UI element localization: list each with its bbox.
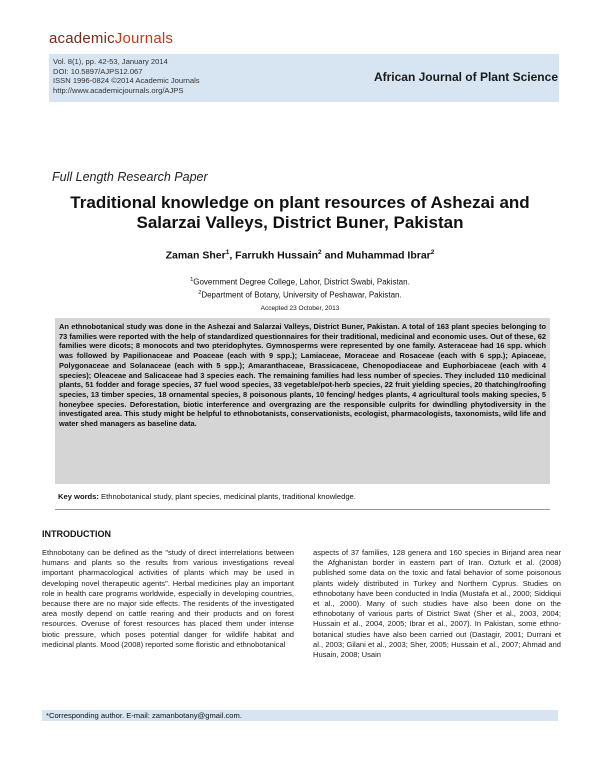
keywords-divider [55, 509, 550, 510]
abstract-text: An ethnobotanical study was done in the Ashezai and Salarzai Valleys, District Buner, Pakistan. A total of 163 plant species belonging to 73 families were reported with the help of standardized questionnaires for their traditional, medicinal and economic uses. Out of these, 62 families were dicots; 8 monocots and two pteridophytes. Gymnosperms were represented by one family. Asteraceae had 16 spp. which was followed by Papilionaceae and Poaceae (each with 9 spp.); Lamiaceae, Moraceae and Rosaceae (each with 6 spp.); Apiaceae, Polygonaceae and Solanaceae (each with 5 spp.); Amaranthaceae, Brassicaceae, Chenopodiaceae and Euphorbiaceae (each with 4 species); Oleaceae and Salicaceae had 3 species each. The remaining families had less number of species. They included 110 medicinal plants, 51 fodder and forage species, 37 fuel wood species, 33 vegetable/pot-herb species, 22 fruit yielding species, 20 thatching/roofing species, 13 timber species, 18 ornamental species, 8 poisonous plants, 10 fencing/ hedges plants, 4 agricultural tools making species, 5 honeybee species. Deforestation, biotic interference and overgrazing are the responsible culprits for dwindling phytodiversity in the investigated area. This study might be helpful to ethnobotanists, conservationists, ecologist, pharmacologists, taxonomists, wild life and water shed managers as baseline data. [59, 322, 546, 429]
meta-issn: ISSN 1996-0824 ©2014 Academic Journals [53, 76, 200, 86]
author-affiliation-mark: 1 [225, 249, 230, 256]
affiliations [40, 275, 560, 300]
author-separator: , [229, 249, 236, 262]
keywords-text: Ethnobotanical study, plant species, medicinal plants, traditional knowledge. [98, 492, 356, 501]
author-affiliation-mark: 2 [318, 249, 322, 256]
paper-title: Traditional knowledge on plant resources of Ashezai and Salarzai Valleys, District Buner, Pakistan [70, 193, 530, 232]
logo-academic: academic [49, 30, 115, 47]
affiliation-mark: 2 [198, 289, 202, 296]
affiliation-text: Government Degree College, Lahor, District Swabi, Pakistan. [193, 277, 410, 287]
affiliation-line [40, 275, 560, 288]
journal-meta [53, 57, 200, 95]
publisher-logo [49, 30, 173, 47]
accepted-date: Accepted 23 October, 2013 [260, 305, 340, 312]
section-heading: INTRODUCTION [42, 529, 111, 539]
body-column-left: Ethnobotany can be defined as the "study of direct interrelations between humans and plants so the results from various investigations reveal important pharmacological activities of plants which may be used in developing novel therapeutic agents". Herbal medicines play an important role in health care programs worldwide, especially in developing countries, because there are no major side effects. The residents of the investigated area mostly depend on cattle rearing and their products and on forest resources. Overuse of forest resources has placed them under intense biotic pressure, which poses potential danger for wildlife habitat and medicinal plants. Mood (2008) reported some floristic and ethnobotanical [42, 548, 294, 649]
paper-type: Full Length Research Paper [52, 170, 208, 184]
meta-url[interactable]: http://www.academicjournals.org/AJPS [53, 85, 184, 95]
corresponding-author-note: *Corresponding author. E-mail: zamanbotany@gmail.com. [46, 711, 242, 720]
author-affiliation-mark: 2 [430, 249, 435, 256]
author-separator: and [321, 249, 347, 262]
logo-journals: Journals [114, 30, 174, 47]
affiliation-line [40, 288, 560, 301]
author-name: Farrukh Hussain [235, 249, 319, 262]
author-name: Zaman Sher [165, 249, 226, 262]
keywords-label: Key words: [58, 492, 99, 501]
affiliation-mark: 1 [190, 277, 194, 283]
meta-volume: Vol. 8(1), pp. 42-53, January 2014 [53, 57, 168, 66]
keywords [58, 492, 548, 502]
meta-doi: DOI: 10.5897/AJPS12.067 [53, 66, 143, 76]
body-column-right: aspects of 37 families, 128 genera and 160 species in Birjand area near the Afghanistan border in eastern part of Iran. Ozturk et al. (2008) published some data on the toxic and fatal behavior of some poisonous plants widely distributed in Turkey and Northern Cyprus. Studies on ethnobotany have been conducted in India (Mustafa et al., 2000; Siddiqui et al., 2000). Many of such studies have also been done on the ethnobotany of various parts of District Swat (Sher et al., 2003, 2004; Hussain et al., 2004, 2005; Ibrar et al., 2007). In Pakistan, some ethno-botanical studies have also been carried out (Dastagir, 2001; Durrani et al., 2003; Gilani et al., 2003; Sher, 2005; Hussain et al., 2007; Ahmad and Husain, 2008; Usain [313, 548, 561, 660]
affiliation-text: Department of Botany, University of Peshawar, Pakistan. [201, 290, 402, 300]
journal-title: African Journal of Plant Science [373, 70, 558, 84]
author-name: Muhammad Ibrar [346, 249, 431, 262]
author-list [40, 249, 560, 262]
